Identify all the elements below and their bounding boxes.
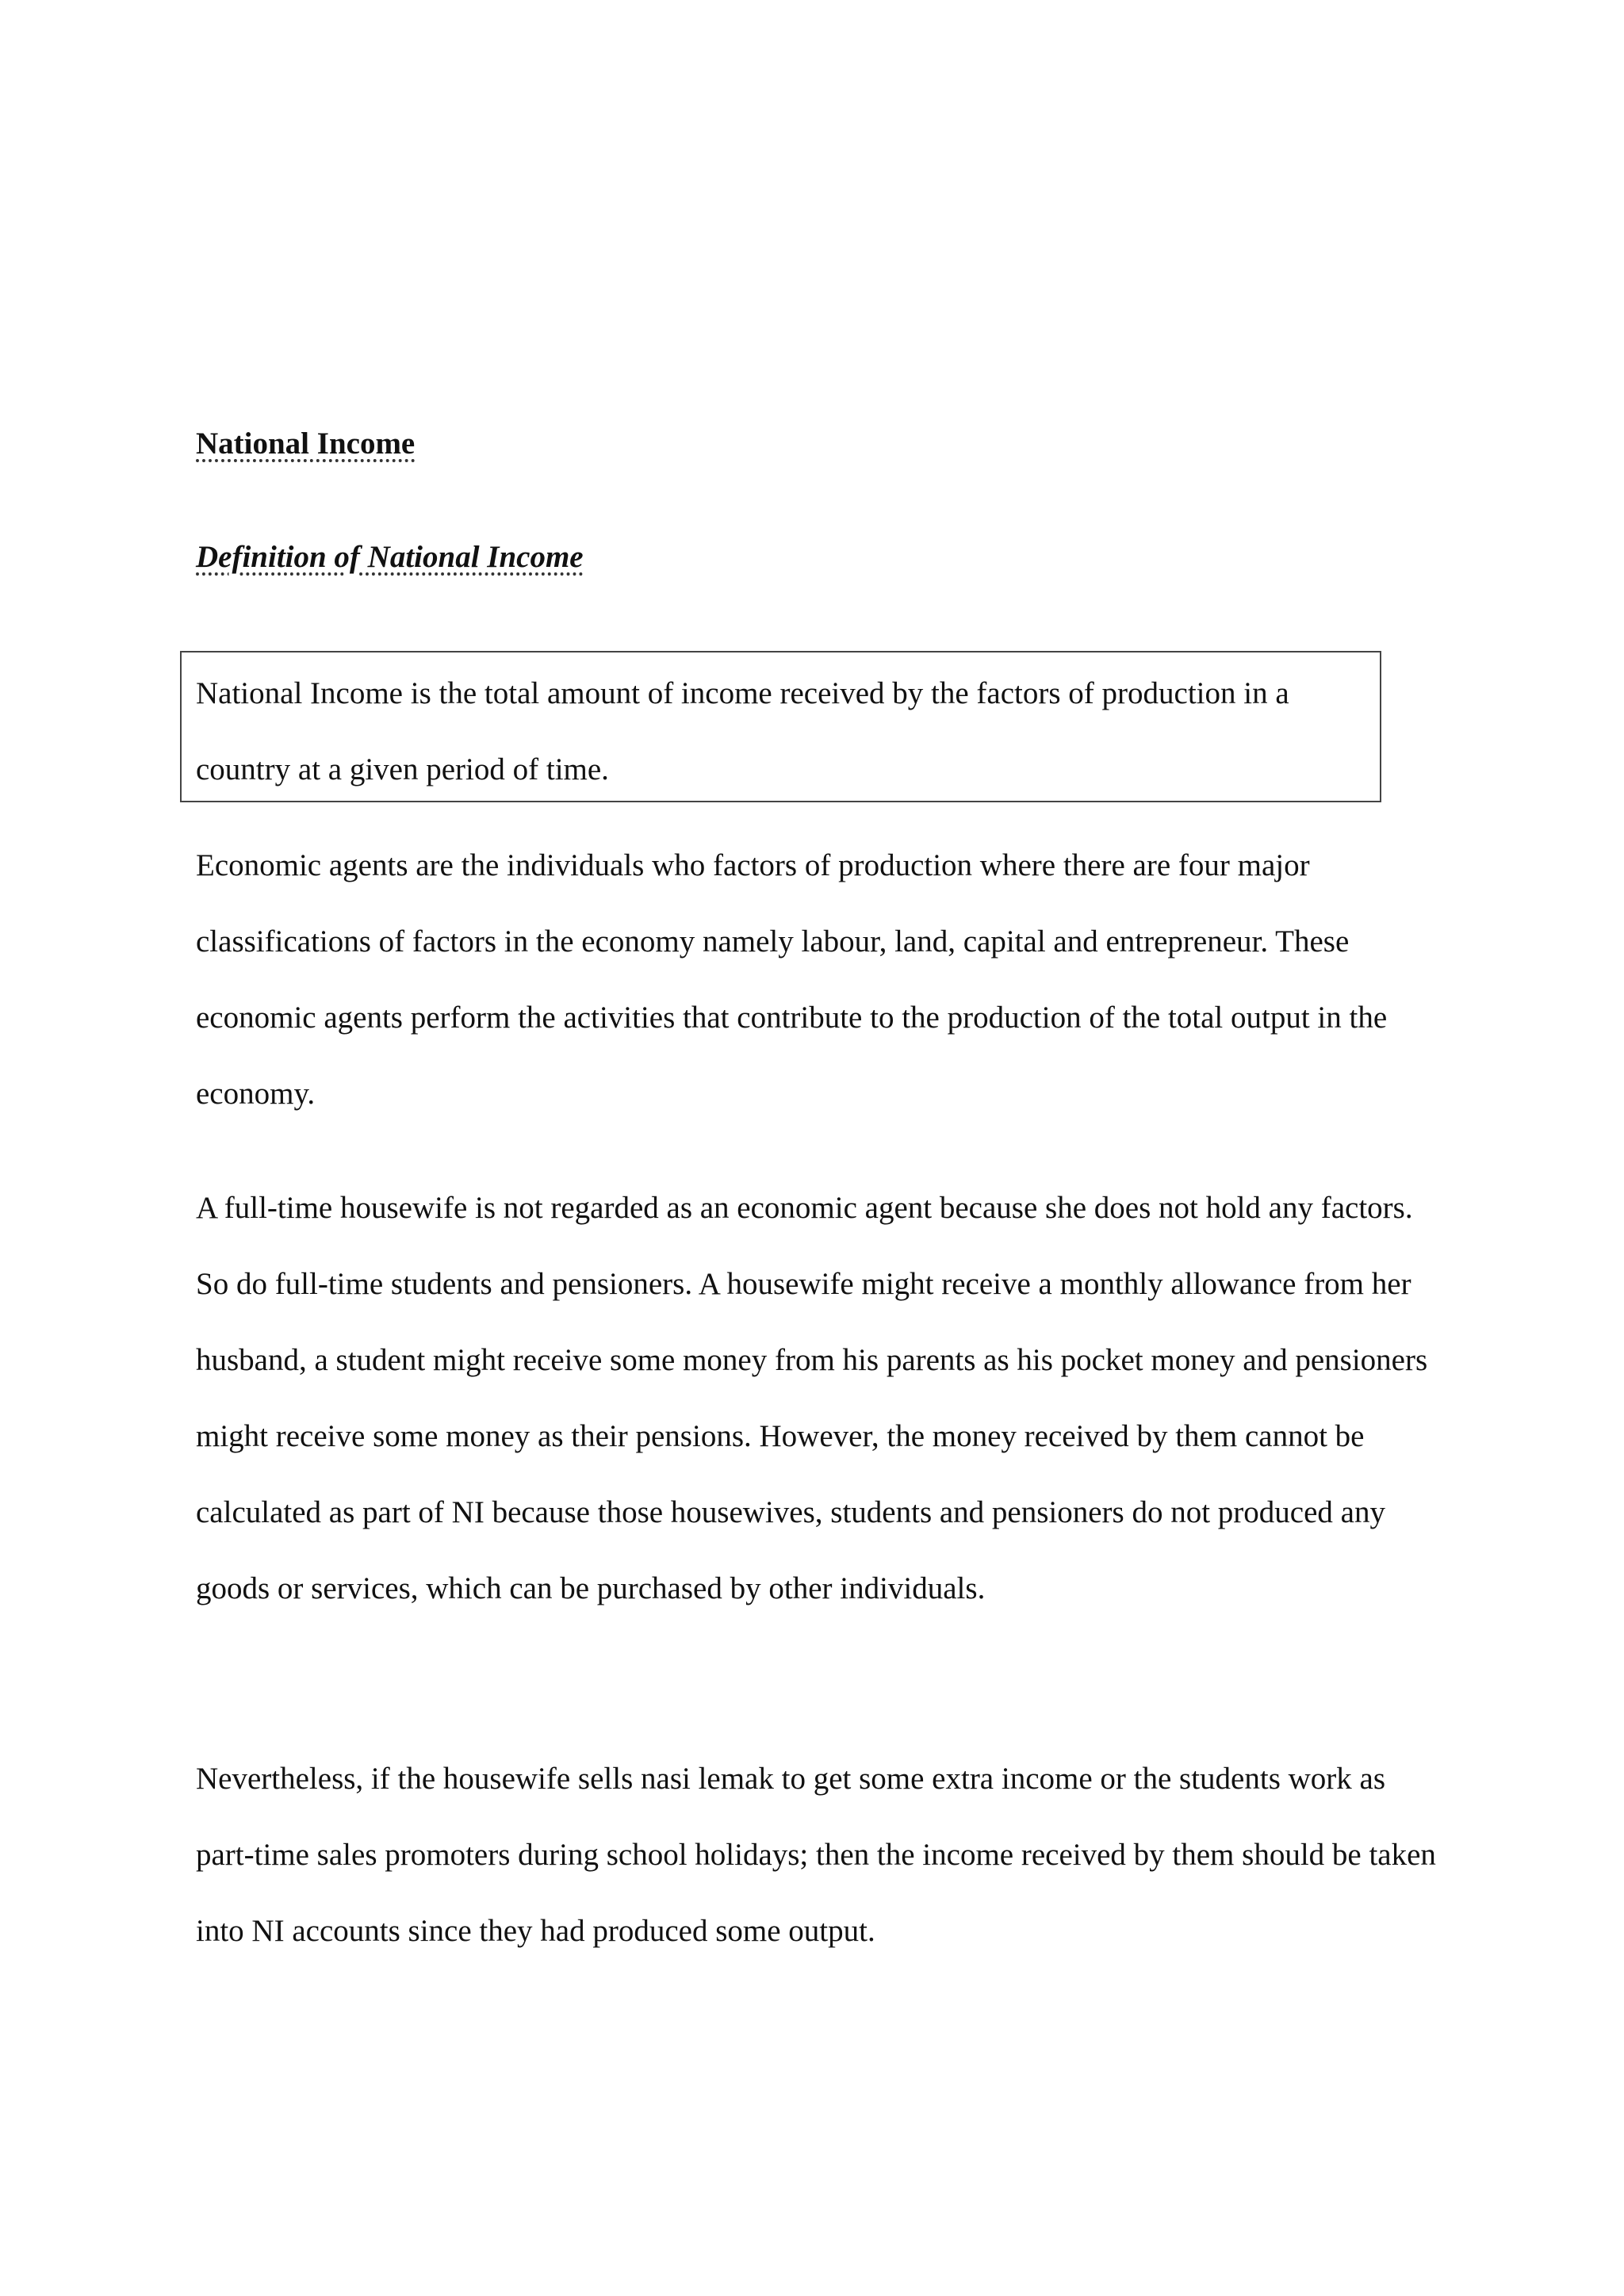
- definition-text: National Income is the total amount of income received by the factors of production in a country at a given period of time.: [196, 676, 1289, 786]
- page-title: National Income: [196, 427, 416, 461]
- paragraph-economic-agents: Economic agents are the individuals who factors of production where there are four major classifications of factors in the economy namely labour, land, capital and entrepreneur. These economic agents perform the activities that contribute to the production of the total output in the economy.: [196, 848, 1388, 1111]
- section-heading: Definition of National Income: [196, 540, 584, 574]
- definition-box: [180, 651, 1381, 802]
- paragraph-nevertheless: Nevertheless, if the housewife sells nasi lemak to get some extra income or the students work as part-time sales promoters during school holidays; then the income received by them should be taken into NI accounts since they had produced some output.: [196, 1762, 1436, 1948]
- paragraph-housewife: A full-time housewife is not regarded as an economic agent because she does not hold any factors. So do full-time students and pensioners. A housewife might receive a monthly allowance from her husband, a student might receive some money from his parents as his pocket money and pensioners might receive some money as their pensions. However, the money received by them cannot be calculated as part of NI because those housewives, students and pensioners do not produced any goods or services, which can be purchased by other individuals.: [196, 1191, 1428, 1605]
